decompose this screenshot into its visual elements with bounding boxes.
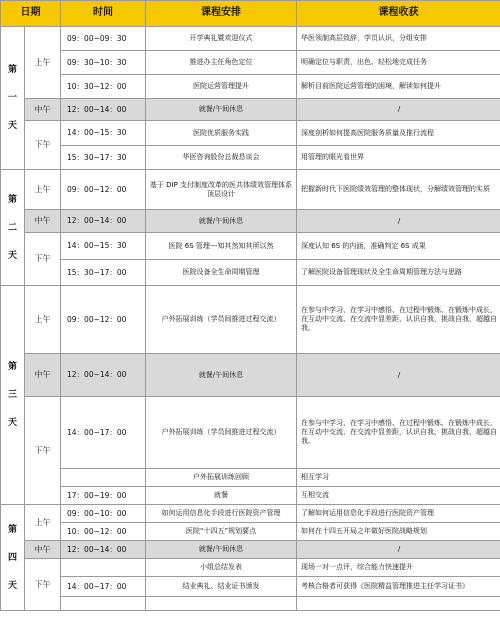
row-course: 就餐/午间休息: [146, 99, 297, 121]
row-time: 09：30~10：30: [61, 51, 146, 75]
header-course: 课程安排: [146, 1, 297, 27]
segment-morning: 上午: [25, 505, 61, 541]
row-gain: /: [297, 354, 500, 397]
segment-morning: 上午: [25, 27, 61, 99]
row-gain: 深度剖析如何提高医院服务质量及推行流程: [297, 121, 500, 146]
table-row: [1, 260, 500, 286]
row-gain: 明确定位与职责，出色、轻松地完成任务: [297, 51, 500, 75]
table-row: [1, 146, 500, 170]
row-gain: 现场一对一点评，综合能力快速提升: [297, 559, 500, 577]
table-row: [1, 233, 500, 260]
row-course: 结业典礼、结业证书颁发: [146, 577, 297, 597]
row-gain: 了解医院设备管理现状及全生命周期管理方法与思路: [297, 260, 500, 286]
row-course: 医院“十四五”规划要点: [146, 523, 297, 541]
row-course: 开学典礼暨欢迎仪式: [146, 27, 297, 51]
segment-afternoon: 下午: [25, 233, 61, 286]
row-time: 10：00~12：00: [61, 523, 146, 541]
day-2-label: 第 二 天: [1, 170, 25, 286]
row-time: 09：00~10：00: [61, 505, 146, 523]
table-row: [1, 397, 500, 469]
row-time: 14：00~17：00: [61, 577, 146, 597]
row-course: 就餐/午间休息: [146, 541, 297, 559]
table-row: [1, 577, 500, 597]
row-course: 医院运营管理提升: [146, 75, 297, 99]
header-time: 时间: [61, 1, 146, 27]
table-row: [1, 27, 500, 51]
segment-morning: 上午: [25, 170, 61, 210]
row-gain: 考核合格者可获得《医院精益管理推进主任学习证书》: [297, 577, 500, 597]
row-gain: 深度认知 6S 的内涵，准确判定 6S 成果: [297, 233, 500, 260]
table-row-cut: [1, 597, 500, 611]
row-course: 户外拓展训练回顾: [146, 469, 297, 487]
header-row: [1, 1, 500, 27]
row-time: 09：00~12：00: [61, 170, 146, 210]
row-time: 12：00~14：00: [61, 99, 146, 121]
row-gain: 相互学习: [297, 469, 500, 487]
row-time: 15：30~17：00: [61, 260, 146, 286]
segment-noon: 中午: [25, 354, 61, 397]
segment-noon: 中午: [25, 99, 61, 121]
day-3-label: 第 三 天: [1, 286, 25, 505]
row-time: 17：00~19：00: [61, 487, 146, 505]
table-row: [1, 286, 500, 354]
row-course: 医院优质服务实践: [146, 121, 297, 146]
row-time: 14：00~15：30: [61, 233, 146, 260]
row-time: 12：00~14：00: [61, 541, 146, 559]
table-row-noon: [1, 354, 500, 397]
row-gain: /: [297, 99, 500, 121]
row-time: [61, 469, 146, 487]
row-course: 小组总结发表: [146, 559, 297, 577]
row-gain: 如何在十四五开局之年做好医院战略规划: [297, 523, 500, 541]
row-time: 14：00~15：30: [61, 121, 146, 146]
segment-morning: 上午: [25, 286, 61, 354]
table-row: [1, 469, 500, 487]
row-gain: 把握新时代下医院绩效管理的整体现状，分解绩效管理的实质: [297, 170, 500, 210]
table-row: [1, 559, 500, 577]
row-gain: 了解如何运用信息化手段进行医院资产管理: [297, 505, 500, 523]
table-row: [1, 75, 500, 99]
row-course: 医院 6S 管理---知其然知其所以然: [146, 233, 297, 260]
table-row: [1, 523, 500, 541]
segment-afternoon: 下午: [25, 559, 61, 611]
row-gain: 华医领制高层致辞，学员认识，分组安排: [297, 27, 500, 51]
day-4-label: 第 四 天: [1, 505, 25, 611]
row-time: 10：30~12：00: [61, 75, 146, 99]
table-row: [1, 121, 500, 146]
table-row: [1, 487, 500, 505]
row-time: 14：00~17：00: [61, 397, 146, 469]
table-row-noon: [1, 99, 500, 121]
row-gain: 在参与中学习、在学习中感悟、在过程中锻炼、在锻炼中成长，在互动中交流、在交流中显差距，认识自我，挑战自我，超越自我。: [297, 397, 500, 469]
row-time: 09：00~09：30: [61, 27, 146, 51]
table-row: [1, 51, 500, 75]
day-1-label: 第 一 天: [1, 27, 25, 170]
row-gain: /: [297, 541, 500, 559]
header-date: 日期: [1, 1, 61, 27]
row-course: 就餐: [146, 487, 297, 505]
row-course: 就餐/午间休息: [146, 210, 297, 233]
row-course: 医院设备全生命周期管理: [146, 260, 297, 286]
row-course: 华医咨询股份总裁恳谈会: [146, 146, 297, 170]
segment-noon: 中午: [25, 210, 61, 233]
row-course: 就餐/午间休息: [146, 354, 297, 397]
segment-noon: 中午: [25, 541, 61, 559]
segment-afternoon: 下午: [25, 121, 61, 170]
segment-afternoon: 下午: [25, 397, 61, 505]
row-gain: 互相交流: [297, 487, 500, 505]
row-course: 户外拓展训练（学员间推进过程交流）: [146, 286, 297, 354]
row-gain: 在参与中学习、在学习中感悟、在过程中锻炼、在锻炼中成长，在互动中交流、在交流中显差距，认识自我，挑战自我，超越自我。: [297, 286, 500, 354]
row-gain: 解析目前医院运营管理的困境，解读如何提升: [297, 75, 500, 99]
row-gain: 用管理的眼光看世界: [297, 146, 500, 170]
row-time: [61, 559, 146, 577]
row-gain: /: [297, 210, 500, 233]
row-course: 如何运用信息化手段进行医院资产管理: [146, 505, 297, 523]
table-row-noon: [1, 541, 500, 559]
row-course: 基于 DIP 支付制度改革的医共体绩效管理体系顶层设计: [146, 170, 297, 210]
row-course: 推进办主任角色定位: [146, 51, 297, 75]
table-row: [1, 505, 500, 523]
row-time: 15：30~17：30: [61, 146, 146, 170]
table-row-noon: [1, 210, 500, 233]
row-time: 09：00~12：00: [61, 286, 146, 354]
row-time: 12：00~14：00: [61, 354, 146, 397]
row-time: 12：00~14：00: [61, 210, 146, 233]
row-course: 户外拓展训练（学员间推进过程交流）: [146, 397, 297, 469]
table-row: [1, 170, 500, 210]
header-gain: 课程收获: [297, 1, 500, 27]
